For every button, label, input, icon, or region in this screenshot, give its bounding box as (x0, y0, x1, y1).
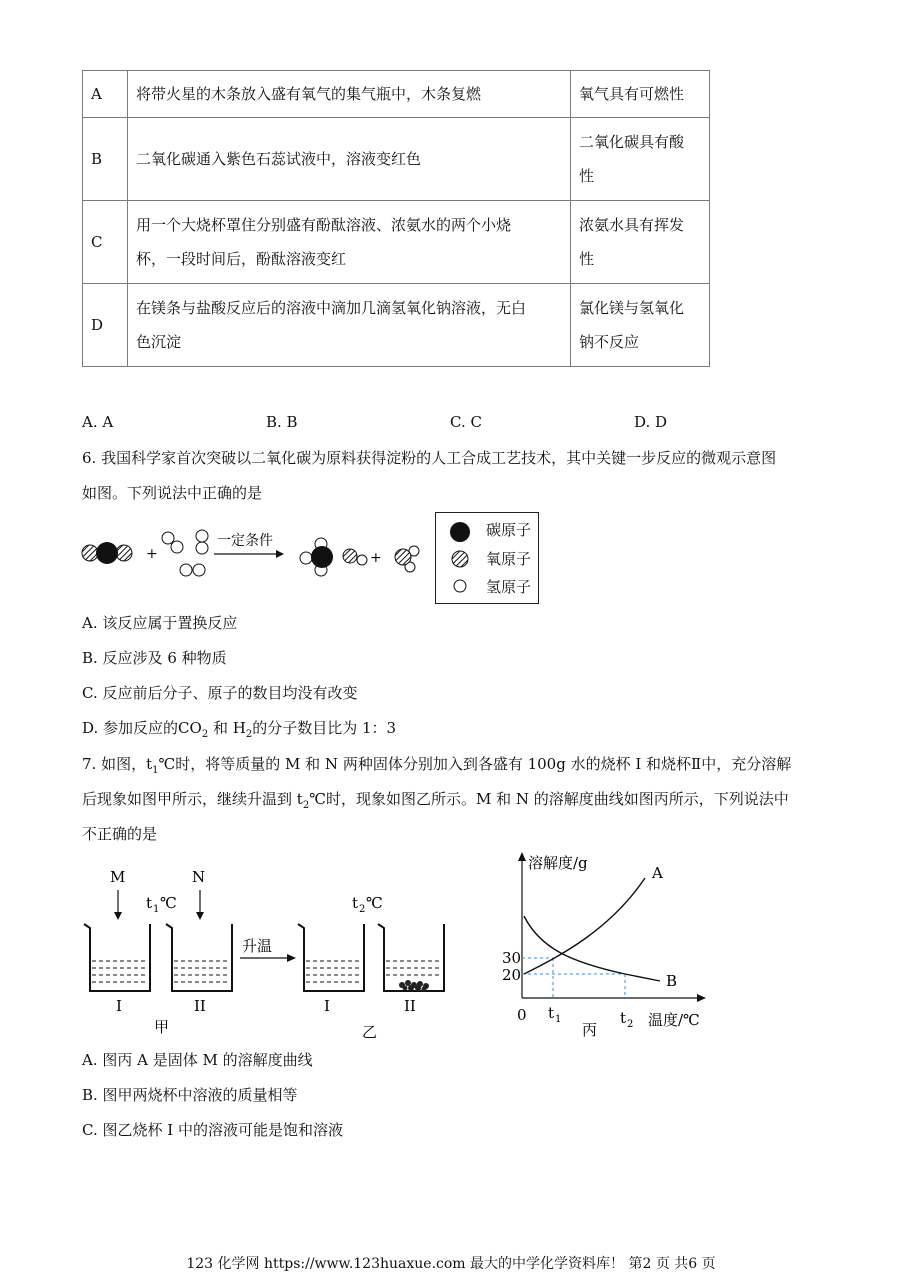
y-tick-30: 30 (502, 949, 522, 967)
legend-icons (446, 519, 476, 599)
legend-carbon: 碳原子 (486, 521, 532, 539)
carbon-atom-icon (450, 522, 470, 542)
svg-text:t: t (146, 894, 153, 912)
svg-text:2: 2 (627, 1019, 634, 1030)
oxygen-atom-icon (452, 551, 468, 567)
row-letter: C (83, 201, 128, 284)
y-tick-20: 20 (502, 966, 522, 984)
curve-a-label: A (652, 864, 663, 882)
guide-lines (522, 958, 625, 998)
label-n: N (192, 868, 206, 886)
arrow-down-icon (114, 912, 122, 920)
curve-b-label: B (666, 972, 678, 990)
q6-option-a[interactable]: A. 该反应属于置换反应 (82, 614, 238, 632)
caption-jia: 甲 (154, 1018, 170, 1036)
methanol-molecule (300, 538, 367, 576)
curve-a (524, 878, 645, 974)
label-t2 (352, 894, 383, 915)
svg-text:℃: ℃ (160, 894, 177, 912)
svg-text:II: II (194, 997, 206, 1015)
row-letter: B (83, 118, 128, 201)
q7-option-a[interactable]: A. 图丙 A 是固体 M 的溶解度曲线 (82, 1051, 313, 1069)
arrow-right-icon (287, 954, 296, 962)
solubility-graph (500, 850, 720, 1045)
svg-text:t: t (620, 1009, 627, 1027)
svg-text:1: 1 (153, 904, 160, 915)
beaker-1-yi (298, 924, 364, 1015)
svg-text:t: t (352, 894, 359, 912)
origin-label: 0 (517, 1006, 527, 1024)
curve-b (524, 916, 660, 981)
plus-sign: + (146, 546, 158, 562)
y-axis-arrow-icon (518, 852, 526, 861)
row-experiment: 将带火星的木条放入盛有氧气的集气瓶中，木条复燃 (128, 71, 571, 118)
svg-text:II: II (404, 997, 416, 1015)
arrow-down-icon (196, 912, 204, 920)
table-row (83, 284, 710, 367)
x-tick-t1 (548, 1004, 561, 1025)
q6-option-d[interactable]: D. 参加反应的$CO_2$ 和 $H_2$的分子数目比为 1：3 (82, 719, 397, 740)
row-letter: A (83, 71, 128, 118)
q5-option-a[interactable]: A. A (82, 413, 114, 431)
q6-stem-line2: 如图。下列说法中正确的是 (82, 484, 263, 502)
q6-option-c[interactable]: C. 反应前后分子、原子的数目均没有改变 (82, 684, 358, 702)
q5-option-c[interactable]: C. C (450, 413, 482, 431)
caption-yi: 乙 (362, 1023, 378, 1041)
precipitate (399, 980, 429, 992)
svg-text:1: 1 (555, 1014, 562, 1025)
row-conclusion: 氧气具有可燃性 (571, 71, 710, 118)
x-axis-arrow-icon (697, 994, 706, 1002)
row-experiment: 在镁条与盐酸反应后的溶液中滴加几滴氢氧化钠溶液，无白 色沉淀 (128, 284, 571, 367)
row-conclusion: 浓氨水具有挥发 性 (571, 201, 710, 284)
label-m: M (110, 868, 126, 886)
q5-option-b[interactable]: B. B (266, 413, 298, 431)
q6-option-b[interactable]: B. 反应涉及 6 种物质 (82, 649, 227, 667)
svg-text:t: t (548, 1004, 555, 1022)
legend-oxygen: 氧原子 (486, 550, 532, 568)
q7-stem-line3: 不正确的是 (82, 825, 158, 843)
svg-text:2: 2 (359, 904, 366, 915)
q5-option-d[interactable]: D. D (634, 413, 668, 431)
caption-bing: 丙 (582, 1021, 598, 1039)
x-tick-t2 (620, 1009, 633, 1030)
atom-legend (435, 512, 539, 604)
svg-text:I: I (324, 997, 330, 1015)
experiment-table (82, 70, 710, 367)
beaker-1-jia (84, 924, 150, 1015)
water-molecule (395, 546, 419, 572)
row-conclusion: 氯化镁与氢氧化 钠不反应 (571, 284, 710, 367)
label-t1 (146, 894, 177, 915)
q7-option-b[interactable]: B. 图甲两烧杯中溶液的质量相等 (82, 1086, 298, 1104)
q7-stem-line2: 后现象如图甲所示，继续升温到 $t_2℃$时，现象如图乙所示。M 和 N 的溶解度曲线如图丙所示，下列说法中 (82, 790, 789, 811)
svg-text:℃: ℃ (366, 894, 383, 912)
beaker-2-jia (166, 924, 232, 1015)
page-footer: 123 化学网 https://www.123huaxue.com 最大的中学化学资料库！ 第2 页 共6 页 (186, 1256, 716, 1272)
hydrogen-atom-icon (454, 580, 466, 592)
x-axis-label: 温度/℃ (648, 1011, 700, 1029)
table-row (83, 201, 710, 284)
q7-option-c[interactable]: C. 图乙烧杯 I 中的溶液可能是饱和溶液 (82, 1121, 343, 1139)
co2-molecule (82, 542, 132, 564)
reaction-micro-diagram (78, 510, 438, 600)
legend-hydrogen: 氢原子 (486, 578, 532, 596)
plus-sign: + (370, 550, 382, 566)
h2-molecules (162, 530, 208, 576)
q7-stem-line1: 7. 如图，$t_1℃$时，将等质量的 M 和 N 两种固体分别加入到各盛有 100g 水的烧杯 I 和烧杯Ⅱ中，充分溶解 (82, 755, 792, 776)
q6-stem-line1: 6. 我国科学家首次突破以二氧化碳为原料获得淀粉的人工合成工艺技术，其中关键一步反应的微观示意图 (82, 449, 777, 467)
table-row (83, 71, 710, 118)
heat-label: 升温 (242, 937, 273, 955)
svg-text:I: I (116, 997, 122, 1015)
row-experiment: 二氧化碳通入紫色石蕊试液中，溶液变红色 (128, 118, 571, 201)
arrow-head-icon (276, 550, 284, 558)
y-axis-label: 溶解度/g (528, 854, 588, 872)
row-experiment: 用一个大烧杯罩住分别盛有酚酞溶液、浓氨水的两个小烧 杯，一段时间后，酚酞溶液变红 (128, 201, 571, 284)
row-letter: D (83, 284, 128, 367)
beaker-2-yi (378, 924, 444, 1015)
row-conclusion: 二氧化碳具有酸 性 (571, 118, 710, 201)
reaction-condition: 一定条件 (217, 533, 273, 549)
beaker-figure (80, 860, 460, 1045)
table-row (83, 118, 710, 201)
